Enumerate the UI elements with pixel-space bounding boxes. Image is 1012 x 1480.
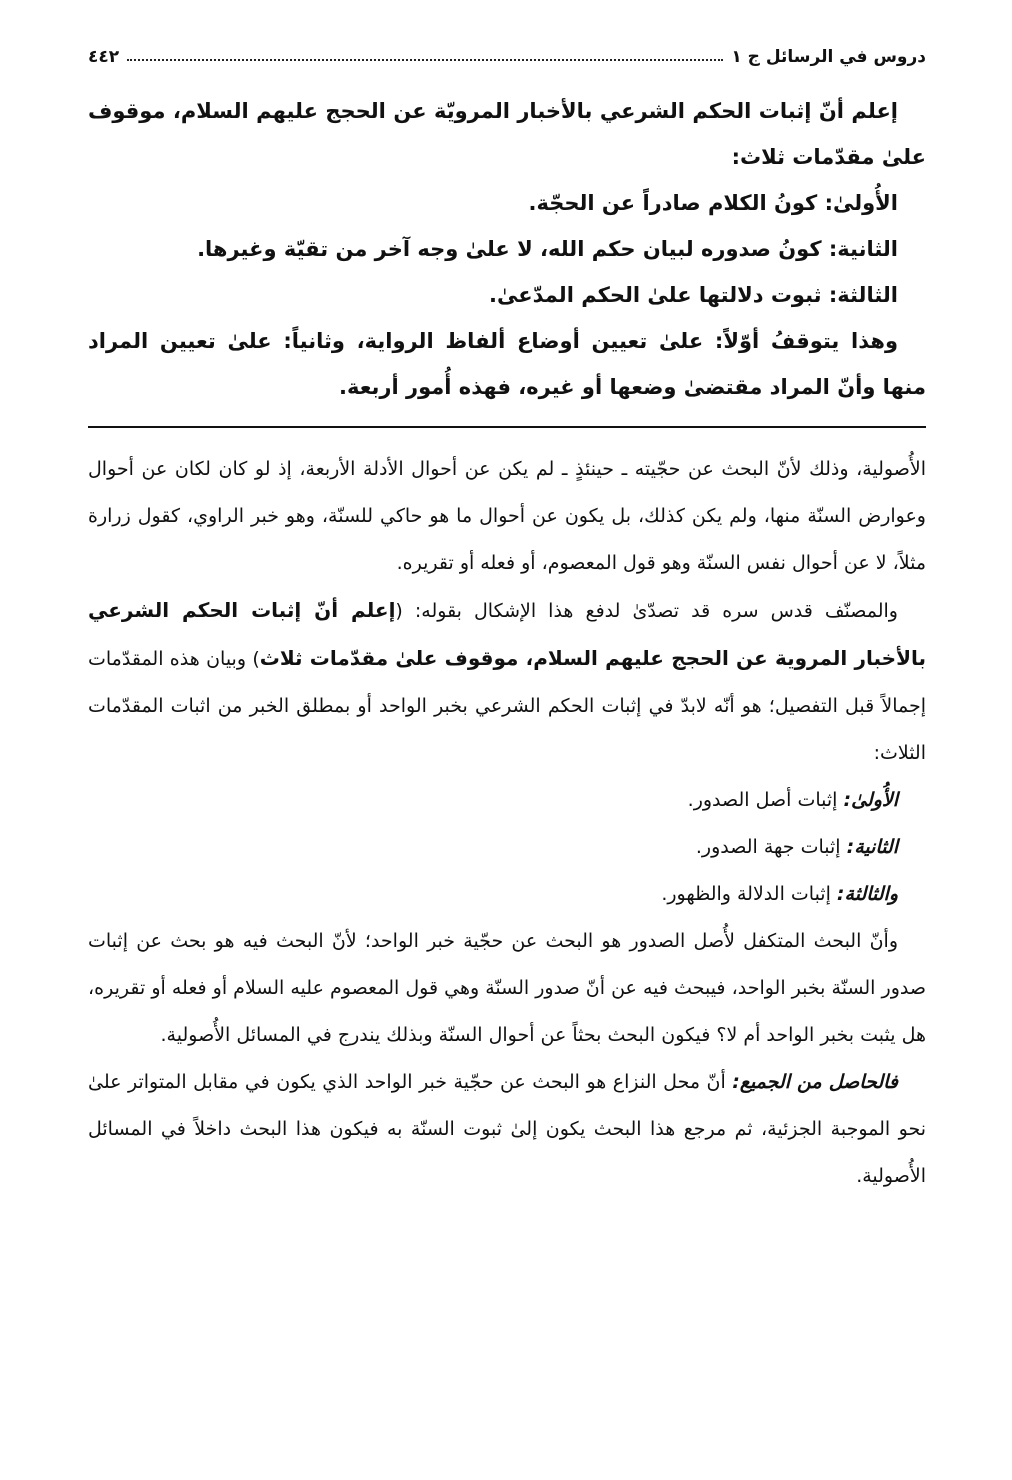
commentary-p4-label: فالحاصل من الجميع: [732,1071,899,1093]
commentary-item-1-label: الأُولىٰ: [843,789,898,811]
commentary-paragraph-4 [88,1059,926,1200]
commentary-paragraph-3: وأنّ البحث المتكفل لأُصل الصدور هو البحث عن حجّية خبر الواحد؛ لأنّ البحث فيه هو بحث عن إثبات صدور السنّة بخبر الواحد، فيبحث فيه عن أنّ صدور السنّة وهي قول المعصوم عليه السلام أو فعله أو تقريره، هل يثبت بخبر الواحد أم لا؟ فيكون البحث بحثاً عن أحوال السنّة وبذلك يندرج في المسائل الأُصولية. [88,930,926,1046]
commentary-item-2 [88,824,926,871]
page-number: ٤٤٢ [88,47,120,67]
commentary-item-3 [88,871,926,918]
main-text [88,88,926,410]
commentary-item-3-text: إثبات الدلالة والظهور. [661,883,837,905]
commentary-p2-lead: والمصنّف قدس سره قد تصدّىٰ لدفع هذا الإشكال بقوله: ( [395,600,898,622]
commentary-paragraph-1: الأُصولية، وذلك لأنّ البحث عن حجّيته ـ حينئذٍ ـ لم يكن عن أحوال الأدلة الأربعة، إذ لو كان لكان عن أحوال وعوارض السنّة منها، ولم يكن كذلك، بل يكون عن أحوال ما هو حاكي للسنّة، وهو خبر الراوي، كقول زرارة مثلاً، لا عن أحوال نفس السنّة وهو قول المعصوم، أو فعله أو تقريره. [88,458,926,574]
matn-intro: إعلم أنّ إثبات الحكم الشرعي بالأخبار المرويّة عن الحجج عليهم السلام، موقوف علىٰ مقدّمات ثلاث: [88,99,926,169]
commentary-p2-quote: إعلم أنّ إثبات الحكم الشرعي بالأخبار المروية عن الحجج عليهم السلام، موقوف علىٰ مقدّمات ثلاث [88,598,926,670]
commentary-paragraph-2 [88,587,926,777]
running-header [88,40,926,74]
commentary-item-2-label: الثانية: [846,836,898,858]
commentary-p4-text: أنّ محل النزاع هو البحث عن حجّية خبر الواحد الذي يكون في مقابل المتواتر علىٰ نحو الموجبة الجزئية، ثم مرجع هذا البحث يكون إلىٰ ثبوت السنّة به فيكون هذا البحث داخلاً في المسائل الأُصولية. [88,1071,926,1187]
commentary-item-1 [88,777,926,824]
commentary-text [88,446,926,1200]
matn-third-premise: الثالثة: ثبوت دلالتها علىٰ الحكم المدّعىٰ. [489,283,898,307]
matn-first-premise: الأُولىٰ: كونُ الكلام صادراً عن الحجّة. [528,191,898,215]
commentary-item-1-text: إثبات أصل الصدور. [687,789,844,811]
book-title: دروس في الرسائل ج ١ [731,47,926,67]
section-divider [88,426,926,428]
book-page [88,40,926,1440]
header-dot-leader [127,59,723,61]
commentary-p2-rest: ) وبيان هذه المقدّمات إجمالاً قبل التفصيل؛ هو أنّه لابدّ في إثبات الحكم الشرعي بخبر الواحد أو بمطلق الخبر من اثبات المقدّمات الثلاث: [88,648,926,764]
matn-closing: وهذا يتوقفُ أوّلاً: علىٰ تعيين أوضاع ألفاظ الرواية، وثانياً: علىٰ تعيين المراد منها وأنّ المراد مقتضىٰ وضعها أو غيره، فهذه أُمور أربعة. [88,329,926,399]
commentary-item-3-label: والثالثة: [836,883,898,905]
matn-second-premise: الثانية: كونُ صدوره لبيان حكم الله، لا علىٰ وجه آخر من تقيّة وغيرها. [197,237,898,261]
commentary-item-2-text: إثبات جهة الصدور. [695,836,847,858]
